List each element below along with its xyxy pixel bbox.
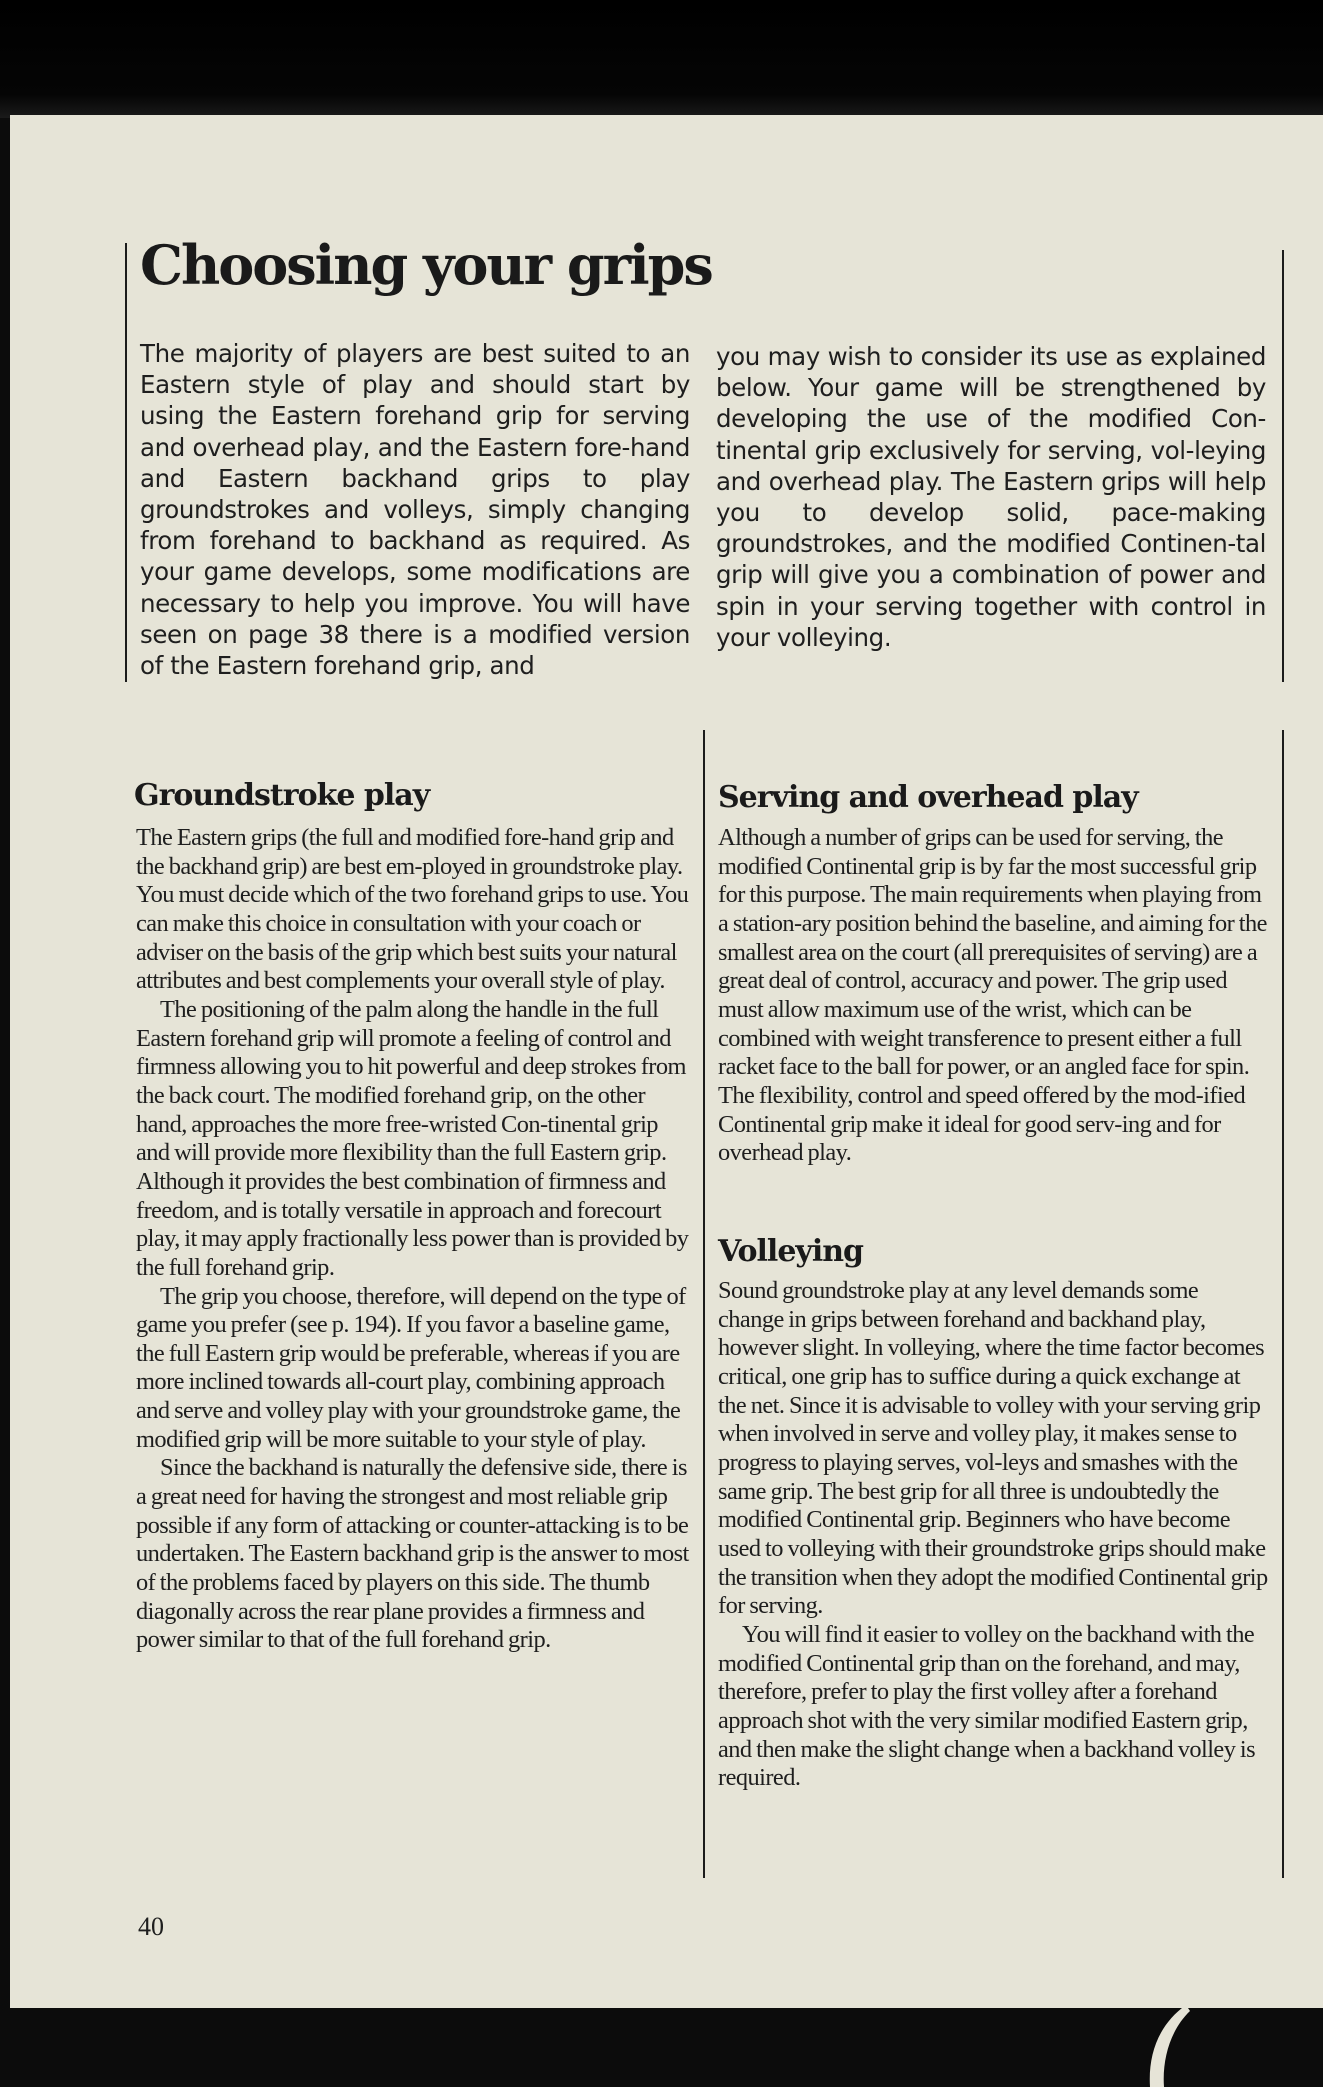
- serving-body: [718, 824, 1268, 1168]
- volleying-heading: Volleying: [718, 1234, 864, 1269]
- serving-heading: Serving and overhead play: [718, 780, 1138, 815]
- groundstroke-paragraph: The grip you choose, therefore, will depend on the type of game you prefer (see p. 194). If you favor a baseline game, the full Eastern grip would be preferable, whereas if you are more inclined towards all-court play, combining approach and serve and volley play with your groundstroke game, the modified grip will be more suitable to your style of play.: [136, 1282, 686, 1453]
- groundstroke-paragraph: Since the backhand is naturally the defensive side, there is a great need for having the strongest and most reliable grip possible if any form of attacking or counter-attacking is to be undertaken. The Eastern backhand grip is the answer to most of the problems faced by players on this side. The thumb diagonally across the rear plane provides a firmness and power similar to that of the full forehand grip.: [136, 1454, 689, 1654]
- intro-right-column: you may wish to consider its use as explained below. Your game will be strengthened by developing the use of the modified Con-tinental grip exclusively for serving, vol-leying and overhead play. The Eastern grips will help you to develop solid, pace-making groundstrokes, and the modified Continen-tal grip will give you a combination of power and spin in your serving together with control in your volleying.: [716, 342, 1266, 652]
- left-margin-rule: [125, 243, 127, 682]
- column-divider-rule: [703, 730, 705, 1878]
- groundstroke-paragraph: The Eastern grips (the full and modified fore-hand grip and the backhand grip) are best em-ployed in groundstroke play. You must decide which of the two forehand grips to use. You can make this choice in consultation with your coach or adviser on the basis of the grip which best suits your natural attributes and best complements your overall style of play.: [136, 824, 689, 995]
- page-title: Choosing your grips: [140, 233, 712, 297]
- volleying-paragraph: You will find it easier to volley on the backhand with the modified Continental grip than on the forehand, and may, therefore, prefer to play the first volley after a forehand approach shot with the very similar modified Eastern grip, and then make the slight change when a backhand volley is required.: [718, 1620, 1256, 1792]
- intro-left-column: The majority of players are best suited to an Eastern style of play and should start by using the Eastern forehand grip for serving and overhead play, and the Eastern fore-hand and Eastern backhand grips to play groundstrokes and volleys, simply changing from forehand to backhand as required. As your game develops, some modifications are necessary to help you improve. You will have seen on page 38 there is a modified version of the Eastern forehand grip, and: [140, 339, 690, 681]
- right-lower-rule: [1282, 730, 1284, 1878]
- serving-paragraph: Although a number of grips can be used for serving, the modified Continental grip is by far the most successful grip for this purpose. The main requirements when playing from a station-ary position behind the baseline, and aiming for the smallest area on the court (all prerequisites of serving) are a great deal of control, accuracy and power. The grip used must allow maximum use of the wrist, which can be combined with weight transference to present either a full racket face to the ball for power, or an angled face for spin. The flexibility, control and speed offered by the mod-ified Continental grip make it ideal for good serv-ing and for overhead play.: [718, 824, 1267, 1167]
- volleying-body: [718, 1277, 1268, 1793]
- right-margin-rule: [1282, 250, 1284, 682]
- groundstroke-body: [136, 824, 694, 1655]
- groundstroke-paragraph: The positioning of the palm along the handle in the full Eastern forehand grip will promote a feeling of control and firmness allowing you to hit powerful and deep strokes from the back court. The modified forehand grip, on the other hand, approaches the more free-wristed Con-tinental grip and will provide more flexibility than the full Eastern grip. Although it provides the best combination of firmness and freedom, and is totally versatile in approach and forecourt play, it may apply fractionally less power than is provided by the full forehand grip.: [136, 995, 689, 1281]
- groundstroke-heading: Groundstroke play: [134, 778, 430, 813]
- page-number: 40: [138, 1912, 164, 1941]
- scan-background-top: [0, 0, 1323, 118]
- page-curl-shadow: [1120, 1985, 1190, 2087]
- volleying-paragraph: Sound groundstroke play at any level demands some change in grips between forehand and backhand play, however slight. In volleying, where the time factor becomes critical, one grip has to suffice during a quick exchange at the net. Since it is advisable to volley with your serving grip when involved in serve and volley play, it makes sense to progress to playing serves, vol-leys and smashes with the same grip. The best grip for all three is undoubtedly the modified Continental grip. Beginners who have become used to volleying with their groundstroke grips should make the transition when they adopt the modified Continental grip for serving.: [718, 1277, 1268, 1620]
